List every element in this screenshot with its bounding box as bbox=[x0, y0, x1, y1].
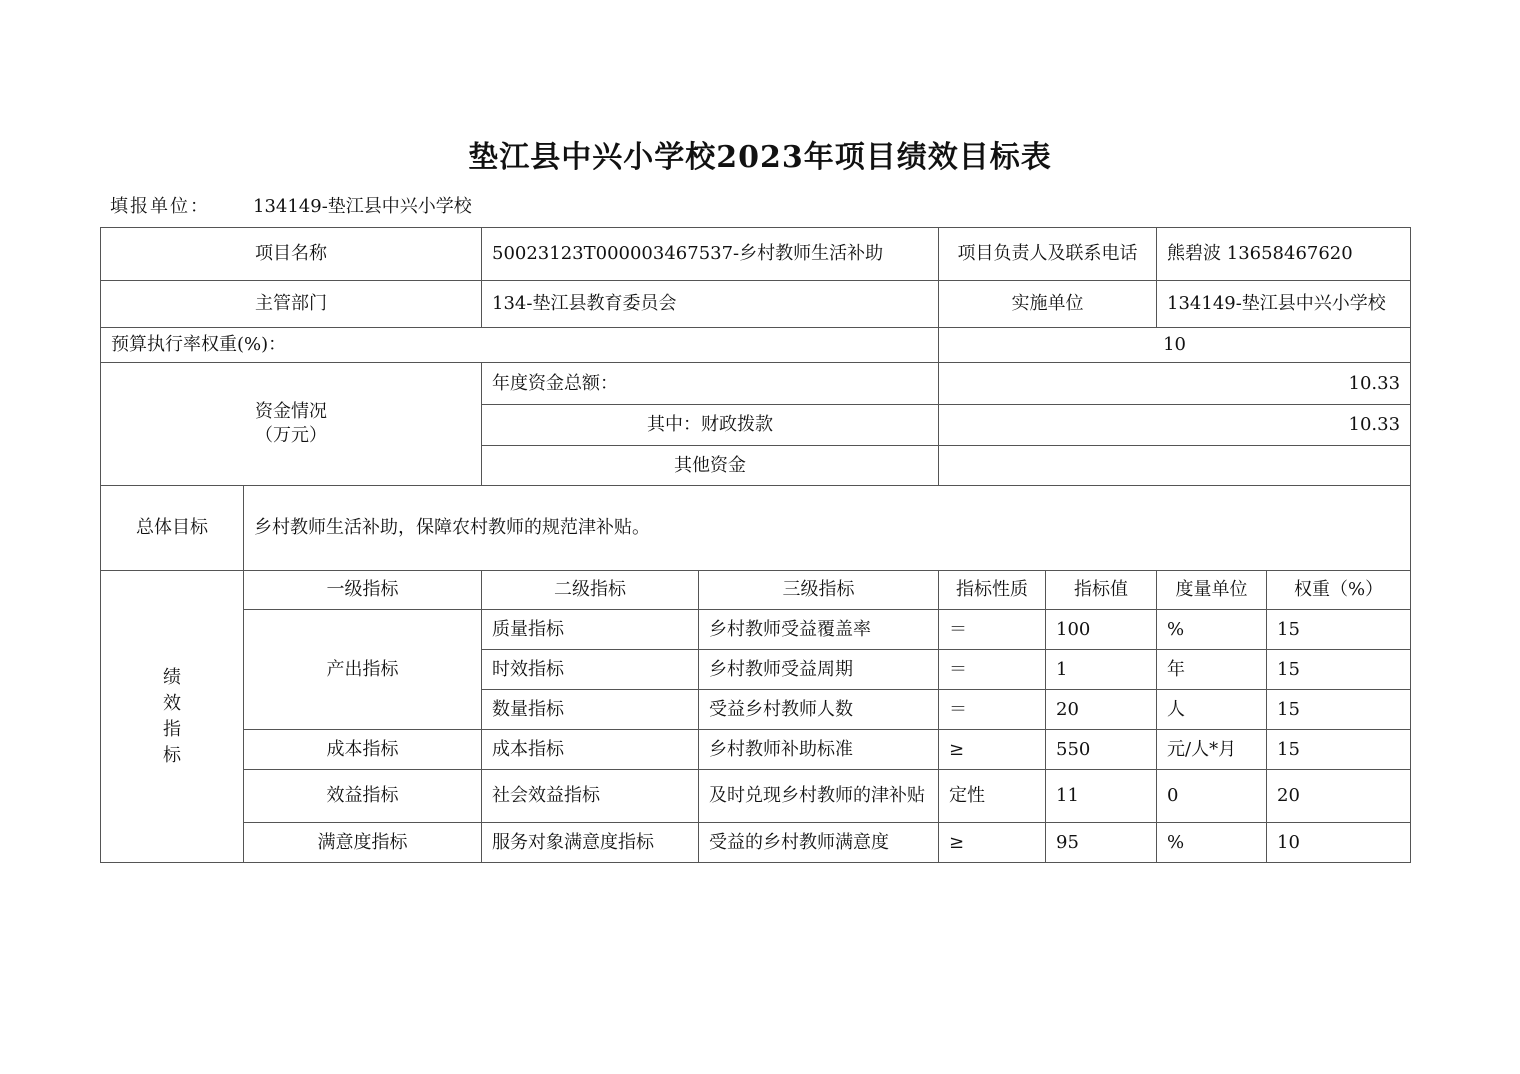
section-char: 效 bbox=[163, 692, 181, 714]
level3-cell: 受益的乡村教师满意度 bbox=[699, 823, 939, 863]
section-char: 指 bbox=[163, 718, 181, 740]
funds-unit: （万元） bbox=[255, 425, 327, 446]
funds-label: 资金情况 bbox=[255, 401, 327, 422]
value-cell: 550 bbox=[1046, 730, 1157, 770]
nature-cell: ＝ bbox=[939, 610, 1046, 650]
level2-cell: 时效指标 bbox=[482, 650, 699, 690]
unit-cell: % bbox=[1157, 823, 1267, 863]
level3-cell: 乡村教师受益覆盖率 bbox=[699, 610, 939, 650]
funds-total-row bbox=[101, 363, 1411, 405]
level2-cell: 数量指标 bbox=[482, 690, 699, 730]
header-nature: 指标性质 bbox=[939, 571, 1046, 610]
project-manager-value: 熊碧波 13658467620 bbox=[1157, 228, 1411, 281]
level2-cell: 成本指标 bbox=[482, 730, 699, 770]
section-char: 绩 bbox=[163, 666, 181, 688]
reporting-unit-value: 134149-垫江县中兴小学校 bbox=[253, 196, 472, 217]
project-name-row bbox=[101, 228, 1411, 281]
weight-cell: 10 bbox=[1267, 823, 1411, 863]
unit-cell: 元/人*月 bbox=[1157, 730, 1267, 770]
project-name-value: 50023123T000003467537-乡村教师生活补助 bbox=[482, 228, 939, 281]
level1-benefit: 效益指标 bbox=[244, 770, 482, 823]
table-row bbox=[101, 610, 1411, 650]
nature-cell: ≥ bbox=[939, 730, 1046, 770]
weight-cell: 20 bbox=[1267, 770, 1411, 823]
unit-cell: 人 bbox=[1157, 690, 1267, 730]
level2-cell: 质量指标 bbox=[482, 610, 699, 650]
value-cell: 100 bbox=[1046, 610, 1157, 650]
value-cell: 11 bbox=[1046, 770, 1157, 823]
level3-cell: 乡村教师受益周期 bbox=[699, 650, 939, 690]
impl-label: 实施单位 bbox=[939, 281, 1157, 328]
unit-cell: % bbox=[1157, 610, 1267, 650]
weight-cell: 15 bbox=[1267, 610, 1411, 650]
unit-cell: 0 bbox=[1157, 770, 1267, 823]
goal-label: 总体目标 bbox=[101, 486, 244, 571]
unit-cell: 年 bbox=[1157, 650, 1267, 690]
impl-value: 134149-垫江县中兴小学校 bbox=[1157, 281, 1411, 328]
budget-rate-label: 预算执行率权重(%)： bbox=[101, 328, 939, 363]
header-value: 指标值 bbox=[1046, 571, 1157, 610]
weight-cell: 15 bbox=[1267, 730, 1411, 770]
funds-fiscal-label: 其中：财政拨款 bbox=[482, 405, 939, 446]
budget-rate-row bbox=[101, 328, 1411, 363]
weight-cell: 15 bbox=[1267, 650, 1411, 690]
table-row bbox=[101, 730, 1411, 770]
level1-satisfaction: 满意度指标 bbox=[244, 823, 482, 863]
value-cell: 20 bbox=[1046, 690, 1157, 730]
reporting-unit-label: 填报单位： bbox=[110, 196, 210, 217]
header-weight: 权重（%） bbox=[1267, 571, 1411, 610]
page-title: 垫江县中兴小学校2023年项目绩效目标表 bbox=[468, 140, 1052, 175]
indicator-section-label bbox=[101, 571, 244, 863]
funds-label-cell bbox=[101, 363, 482, 486]
funds-other-label: 其他资金 bbox=[482, 446, 939, 486]
header-level3: 三级指标 bbox=[699, 571, 939, 610]
dept-row bbox=[101, 281, 1411, 328]
indicator-header-row bbox=[101, 571, 1411, 610]
weight-cell: 15 bbox=[1267, 690, 1411, 730]
table-row bbox=[101, 823, 1411, 863]
project-name-label: 项目名称 bbox=[101, 228, 482, 281]
level1-cost: 成本指标 bbox=[244, 730, 482, 770]
nature-cell: 定性 bbox=[939, 770, 1046, 823]
level3-cell: 乡村教师补助标准 bbox=[699, 730, 939, 770]
level2-cell: 服务对象满意度指标 bbox=[482, 823, 699, 863]
table-row bbox=[101, 770, 1411, 823]
header-unit: 度量单位 bbox=[1157, 571, 1267, 610]
funds-fiscal-value: 10.33 bbox=[939, 405, 1411, 446]
level3-cell: 受益乡村教师人数 bbox=[699, 690, 939, 730]
dept-label: 主管部门 bbox=[101, 281, 482, 328]
reporting-unit bbox=[110, 192, 472, 218]
level3-cell: 及时兑现乡村教师的津补贴 bbox=[699, 770, 939, 823]
project-manager-label: 项目负责人及联系电话 bbox=[939, 228, 1157, 281]
section-char: 标 bbox=[163, 744, 181, 766]
performance-target-table bbox=[100, 227, 1411, 863]
level2-cell: 社会效益指标 bbox=[482, 770, 699, 823]
nature-cell: ≥ bbox=[939, 823, 1046, 863]
funds-other-value bbox=[939, 446, 1411, 486]
nature-cell: ＝ bbox=[939, 690, 1046, 730]
nature-cell: ＝ bbox=[939, 650, 1046, 690]
level1-output: 产出指标 bbox=[244, 610, 482, 730]
funds-total-label: 年度资金总额： bbox=[482, 363, 939, 405]
goal-row bbox=[101, 486, 1411, 571]
value-cell: 95 bbox=[1046, 823, 1157, 863]
funds-total-value: 10.33 bbox=[939, 363, 1411, 405]
value-cell: 1 bbox=[1046, 650, 1157, 690]
header-level2: 二级指标 bbox=[482, 571, 699, 610]
dept-value: 134-垫江县教育委员会 bbox=[482, 281, 939, 328]
header-level1: 一级指标 bbox=[244, 571, 482, 610]
goal-text: 乡村教师生活补助，保障农村教师的规范津补贴。 bbox=[244, 486, 1411, 571]
budget-rate-value: 10 bbox=[939, 328, 1411, 363]
